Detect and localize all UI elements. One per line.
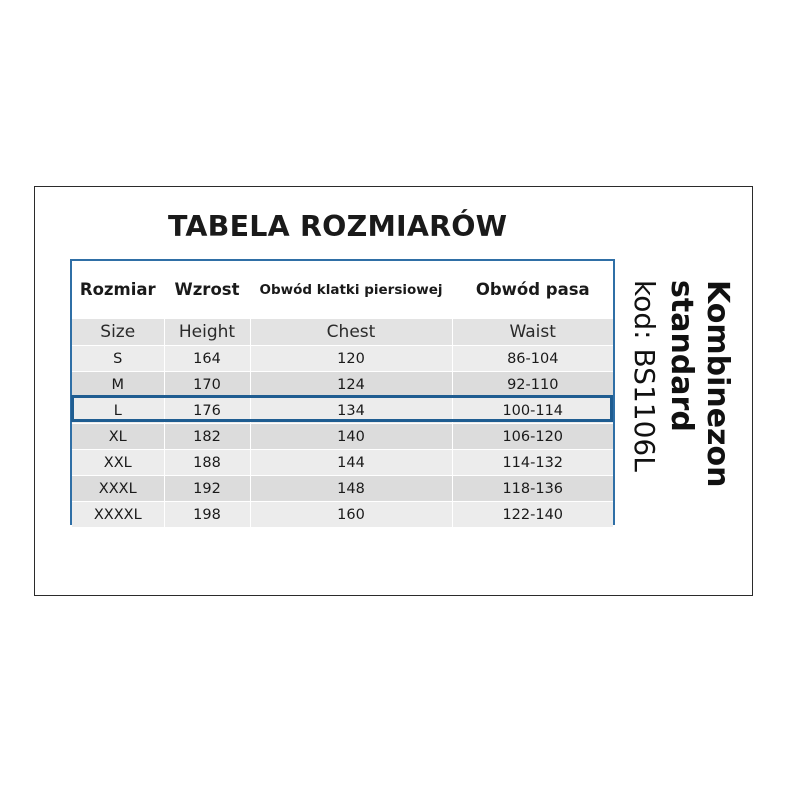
- cell-waist: 92-110: [452, 372, 613, 398]
- cell-waist: 106-120: [452, 424, 613, 450]
- subheader-size: Size: [72, 319, 164, 346]
- product-name: Kombinezon: [700, 280, 735, 488]
- cell-size: XXXL: [72, 476, 164, 502]
- page-title: TABELA ROZMIARÓW: [168, 210, 508, 243]
- cell-size: S: [72, 346, 164, 372]
- table-row: [72, 502, 613, 528]
- cell-height: 176: [164, 398, 250, 424]
- cell-waist: 86-104: [452, 346, 613, 372]
- table-row-highlighted: [72, 398, 613, 424]
- table-row: [72, 424, 613, 450]
- cell-chest: 160: [250, 502, 452, 528]
- table-row: [72, 476, 613, 502]
- cell-size: L: [72, 398, 164, 424]
- cell-height: 170: [164, 372, 250, 398]
- cell-chest: 148: [250, 476, 452, 502]
- product-code: kod: BS1106L: [628, 280, 661, 472]
- table-row: [72, 450, 613, 476]
- subheader-height: Height: [164, 319, 250, 346]
- cell-chest: 140: [250, 424, 452, 450]
- cell-height: 188: [164, 450, 250, 476]
- header-height: Wzrost: [164, 261, 250, 319]
- cell-waist: 114-132: [452, 450, 613, 476]
- size-table-container: [70, 259, 615, 525]
- header-waist: Obwód pasa: [452, 261, 613, 319]
- cell-chest: 124: [250, 372, 452, 398]
- cell-height: 192: [164, 476, 250, 502]
- header-size: Rozmiar: [72, 261, 164, 319]
- subheader-waist: Waist: [452, 319, 613, 346]
- cell-size: XL: [72, 424, 164, 450]
- cell-size: M: [72, 372, 164, 398]
- cell-waist: 100-114: [452, 398, 613, 424]
- cell-height: 198: [164, 502, 250, 528]
- product-label: [622, 280, 742, 510]
- cell-size: XXL: [72, 450, 164, 476]
- header-chest: Obwód klatki piersiowej: [250, 261, 452, 319]
- cell-height: 182: [164, 424, 250, 450]
- cell-chest: 144: [250, 450, 452, 476]
- cell-height: 164: [164, 346, 250, 372]
- cell-chest: 134: [250, 398, 452, 424]
- cell-waist: 118-136: [452, 476, 613, 502]
- table-row: [72, 372, 613, 398]
- subheader-chest: Chest: [250, 319, 452, 346]
- table-header-row: [72, 261, 613, 319]
- cell-size: XXXXL: [72, 502, 164, 528]
- cell-chest: 120: [250, 346, 452, 372]
- table-subheader-row: [72, 319, 613, 346]
- product-variant: standard: [664, 280, 699, 432]
- table-row: [72, 346, 613, 372]
- cell-waist: 122-140: [452, 502, 613, 528]
- size-table: [72, 261, 613, 527]
